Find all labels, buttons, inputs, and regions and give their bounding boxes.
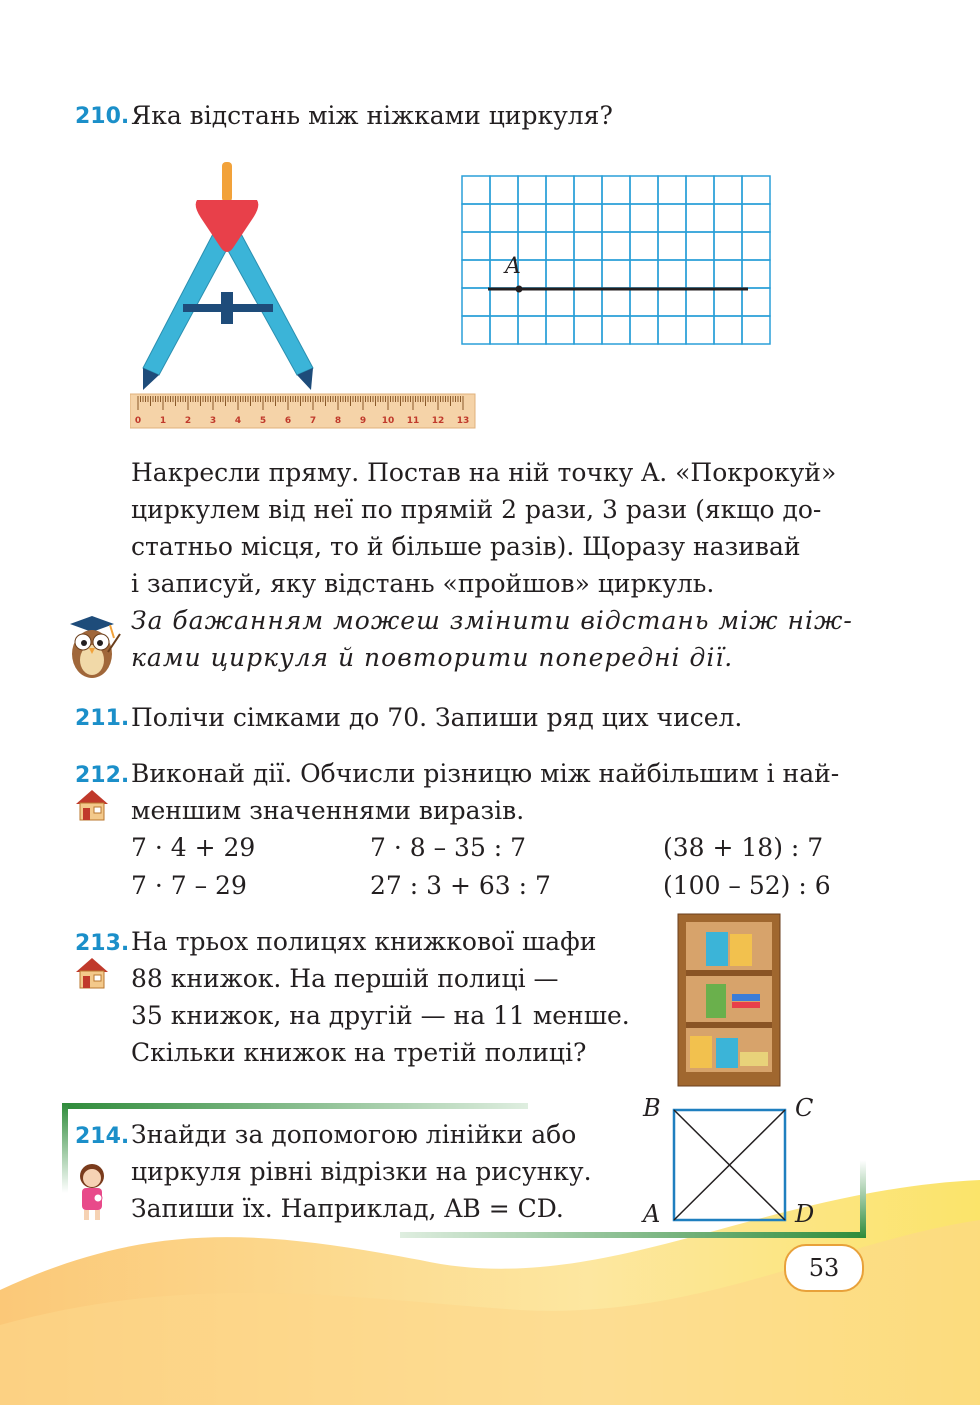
vertex-a-label: A: [643, 1200, 661, 1228]
task-number-211: 211.: [75, 706, 130, 731]
task-213-text: [131, 923, 671, 1071]
hint-line: За бажанням можеш змінити відстань між ніж-: [131, 606, 853, 635]
page-number: 53: [784, 1244, 864, 1292]
text-line: меншим значеннями виразів.: [131, 796, 525, 825]
ruler-tick-label: 4: [234, 416, 242, 426]
task-212-text: [131, 755, 871, 829]
task-211-text: Полічи сімками до 70. Запиши ряд цих чисел.: [131, 703, 743, 732]
home-task-icon: [74, 956, 110, 990]
ruler-tick-label: 2: [184, 416, 192, 426]
expression: (100 – 52) : 6: [663, 871, 831, 900]
task-210-question: Яка відстань між ніжками циркуля?: [131, 101, 613, 130]
text-line: Накресли пряму. Постав на ній точку A. «Покрокуй»: [131, 458, 837, 487]
task-number-213: 213.: [75, 931, 130, 956]
text-line: статньо місця, то й більше разів). Щоразу називай: [131, 532, 801, 561]
ruler-tick-label: 12: [431, 416, 445, 426]
task-number-214: 214.: [75, 1124, 130, 1149]
text-line: циркуля рівні відрізки на рисунку.: [131, 1157, 592, 1186]
compass-illustration: [135, 160, 325, 392]
text-line: Знайди за допомогою лінійки або: [131, 1120, 577, 1149]
expression: 7 · 8 – 35 : 7: [370, 833, 527, 862]
ruler-tick-label: 5: [259, 416, 267, 426]
task-214-text: [131, 1116, 631, 1227]
ruler-tick-label: 0: [134, 416, 142, 426]
ruler-tick-label: 9: [359, 416, 367, 426]
owl-teacher-icon: [62, 612, 122, 680]
ruler-tick-label: 7: [309, 416, 317, 426]
task-214-frame-right: [860, 1160, 866, 1238]
task-number-212: 212.: [75, 763, 130, 788]
text-line: Виконай дії. Обчисли різницю між найбільшим і най-: [131, 759, 840, 788]
ruler-tick-label: 3: [209, 416, 217, 426]
text-line: 35 книжок, на другій — на 11 менше.: [131, 1001, 630, 1030]
ruler-tick-label: 1: [159, 416, 167, 426]
ruler-tick-label: 11: [406, 416, 420, 426]
text-line: Скільки книжок на третій полиці?: [131, 1038, 587, 1067]
task-214-frame-top: [62, 1103, 528, 1109]
expression: (38 + 18) : 7: [663, 833, 824, 862]
vertex-d-label: D: [795, 1200, 815, 1228]
task-210-instructions: [131, 454, 871, 676]
ruler-illustration: [130, 392, 480, 432]
text-line: і записуй, яку відстань «пройшов» циркуль.: [131, 569, 715, 598]
task-214-frame-bottom: [400, 1232, 866, 1238]
task-number-210: 210.: [75, 104, 130, 129]
expression: 7 · 7 – 29: [131, 871, 247, 900]
girl-character-icon: [72, 1160, 112, 1222]
text-line: На трьох полицях книжкової шафи: [131, 927, 597, 956]
text-line: Запиши їх. Наприклад, AB = CD.: [131, 1194, 564, 1223]
text-line: 88 книжок. На першій полиці —: [131, 964, 559, 993]
expression: 7 · 4 + 29: [131, 833, 256, 862]
expression: 27 : 3 + 63 : 7: [370, 871, 551, 900]
home-task-icon: [74, 788, 110, 822]
bookshelf-illustration: [676, 912, 782, 1088]
hint-line: ками циркуля й повторити попередні дії.: [131, 643, 734, 672]
ruler-tick-label: 6: [284, 416, 292, 426]
point-a-label: A: [505, 254, 521, 279]
ruler-tick-label: 13: [456, 416, 470, 426]
vertex-c-label: C: [795, 1094, 814, 1122]
ruler-tick-label: 10: [381, 416, 395, 426]
vertex-b-label: B: [643, 1094, 661, 1122]
ruler-tick-label: 8: [334, 416, 342, 426]
text-line: циркулем від неї по прямій 2 рази, 3 рази (якщо до-: [131, 495, 822, 524]
task-214-frame-left: [62, 1103, 68, 1193]
square-abcd-figure: [670, 1106, 790, 1224]
